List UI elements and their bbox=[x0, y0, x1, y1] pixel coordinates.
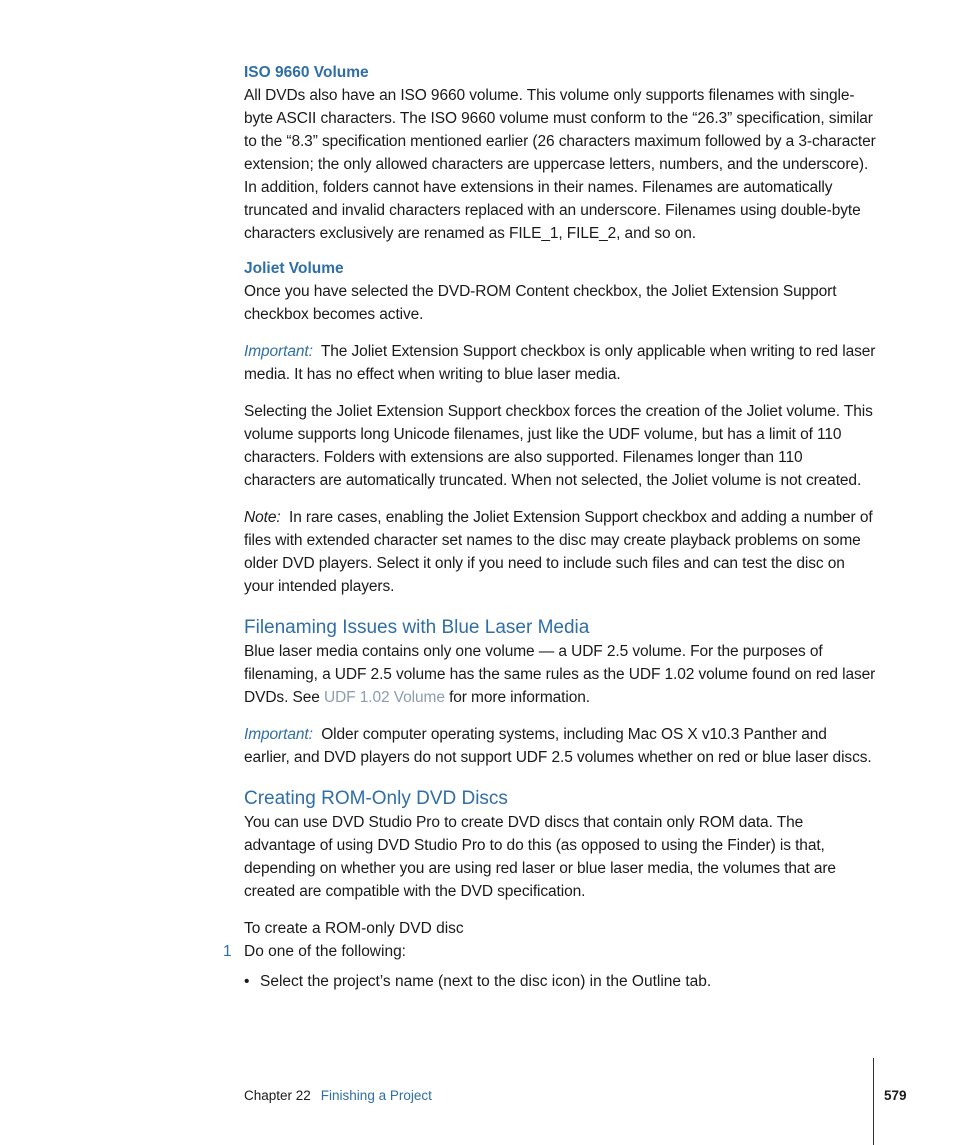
note-label: Note: bbox=[244, 509, 281, 526]
step-text: Do one of the following: bbox=[244, 943, 406, 960]
paragraph-joliet-body: Once you have selected the DVD-ROM Content checkbox, the Joliet Extension Support checkbox becomes active. bbox=[244, 283, 837, 323]
bullet-text: Select the project’s name (next to the disc icon) in the Outline tab. bbox=[260, 973, 712, 990]
udf-1-02-volume-link[interactable]: UDF 1.02 Volume bbox=[324, 689, 445, 706]
footer-divider bbox=[873, 1058, 874, 1145]
important-text: Older computer operating systems, including Mac OS X v10.3 Panther and earlier, and DVD players do not support UDF 2.5 volumes whether on red or blue laser discs. bbox=[244, 726, 872, 766]
paragraph-blue-laser-body bbox=[244, 640, 876, 709]
task-title: To create a ROM-only DVD disc bbox=[244, 920, 464, 937]
footer-chapter-title[interactable]: Finishing a Project bbox=[320, 1088, 432, 1103]
heading-iso-9660-volume: ISO 9660 Volume bbox=[244, 64, 369, 81]
blue-laser-body-post: for more information. bbox=[449, 689, 590, 706]
heading-filenaming-blue-laser: Filenaming Issues with Blue Laser Media bbox=[244, 617, 590, 638]
important-label: Important: bbox=[244, 726, 313, 743]
blue-laser-body-pre: Blue laser media contains only one volume — a UDF 2.5 volume. For the purposes of filenaming, a UDF 2.5 volume has the same rules as the UDF 1.02 volume found on red laser DVDs. See bbox=[244, 643, 876, 706]
important-note-joliet bbox=[244, 340, 876, 386]
important-note-blue-laser bbox=[244, 723, 876, 769]
footer-chapter: Chapter 22 bbox=[244, 1088, 311, 1103]
heading-creating-rom-only: Creating ROM-Only DVD Discs bbox=[244, 788, 508, 809]
note-text: In rare cases, enabling the Joliet Extension Support checkbox and adding a number of files with extended character set names to the disc may create playback problems on some older DVD players. Select it only if you need to include such files and can test the disc on your intended players. bbox=[244, 509, 873, 595]
paragraph-joliet-body-2: Selecting the Joliet Extension Support checkbox forces the creation of the Joliet volume. This volume supports long Unicode filenames, just like the UDF volume, but has a limit of 110 characters. Folders with extensions are also supported. Filenames longer than 110 characters are automatically truncated. When not selected, the Joliet volume is not created. bbox=[244, 403, 873, 489]
page-footer bbox=[244, 1086, 432, 1106]
paragraph-iso-body: All DVDs also have an ISO 9660 volume. This volume only supports filenames with single-byte ASCII characters. The ISO 9660 volume must conform to the “26.3” specification, similar to the “8.3” specification mentioned earlier (26 characters maximum followed by a 3-character extension; the only allowed characters are uppercase letters, numbers, and the underscore). In addition, folders cannot have extensions in their names. Filenames are automatically truncated and invalid characters replaced with an underscore. Filenames using double-byte characters exclusively are renamed as FILE_1, FILE_2, and so on. bbox=[244, 87, 876, 242]
note-joliet bbox=[244, 506, 876, 598]
step-number: 1 bbox=[223, 943, 232, 960]
page-number: 579 bbox=[884, 1088, 907, 1103]
important-text: The Joliet Extension Support checkbox is only applicable when writing to red laser media. It has no effect when writing to blue laser media. bbox=[244, 343, 876, 383]
step-1 bbox=[223, 940, 876, 963]
heading-joliet-volume: Joliet Volume bbox=[244, 260, 344, 277]
bullet-icon: • bbox=[244, 973, 250, 990]
important-label: Important: bbox=[244, 343, 313, 360]
paragraph-rom-only-body: You can use DVD Studio Pro to create DVD discs that contain only ROM data. The advantage of using DVD Studio Pro to do this (as opposed to using the Finder) is that, depending on whether you are using red laser or blue laser media, the volumes that are created are compatible with the DVD specification. bbox=[244, 814, 836, 900]
page-content bbox=[223, 62, 876, 993]
bullet-item bbox=[244, 970, 876, 993]
